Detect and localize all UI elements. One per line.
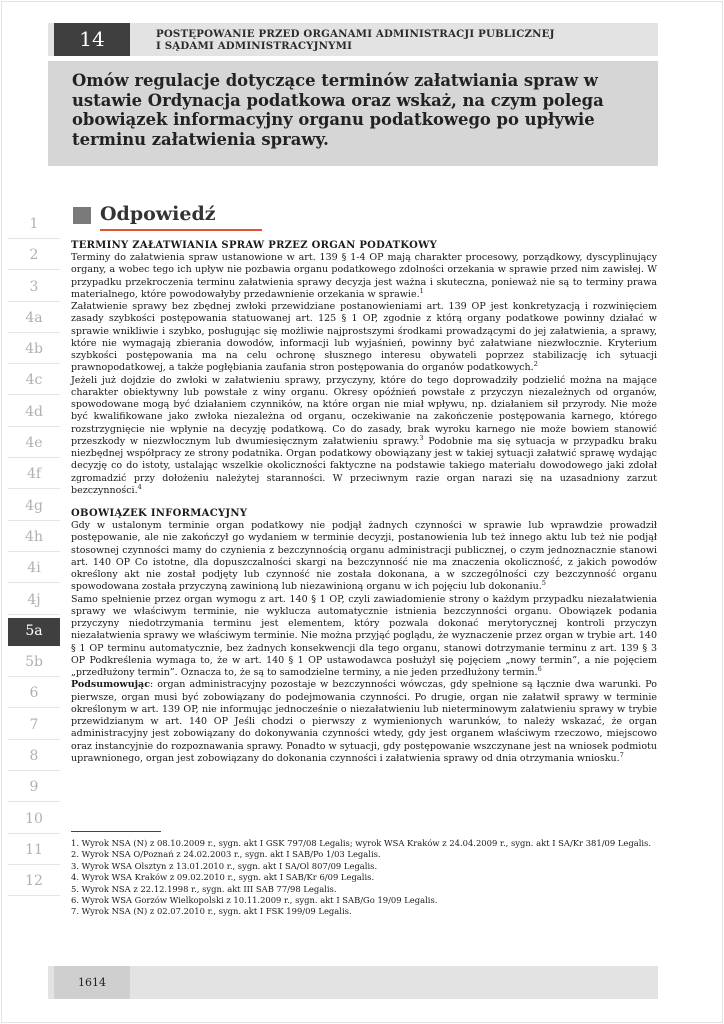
summary-label: Podsumowując — [71, 679, 150, 691]
paragraph — [71, 520, 657, 594]
footnote-ref[interactable]: 2 — [533, 360, 538, 369]
paragraph — [71, 594, 657, 680]
side-tab-11[interactable]: 11 — [8, 837, 60, 865]
footnote-item: 4. Wyrok WSA Kraków z 09.02.2010 r., sygn. akt I SAB/Kr 6/09 Legalis. — [71, 872, 375, 883]
paragraph-text: Podobnie ma się sytuacja w przypadku braku niezbędnej współpracy ze strony podatnika. Organ podatkowy obowiązany jest w takiej sytuacji załatwić sprawę wydając decyzję co do istoty, ustalając wszelkie okoliczności faktyczne na podstawie takiego materiału dowodowego jaki zdołał zgromadzić przy dołożeniu należytej staranności. W przeciwnym razie organ narazi się na uzasadniony zarzut bezczynności. — [71, 435, 657, 496]
side-tab-4b[interactable]: 4b — [8, 336, 60, 364]
footnote-item: 5. Wyrok NSA z 22.12.1998 r., sygn. akt III SAB 77/98 Legalis. — [71, 883, 337, 894]
paragraph-text: Jeżeli już dojdzie do zwłoki w załatwieniu sprawy, przyczyny, które do tego doprowadziły podzielić można na mające charakter obiektywny lub powstałe z winy organu. Okresy opóźnień powstałe z przyczyn niezależnych od organów, spowodowane mogą być działaniem czynników, na które organ nie miał wpływu, np. działaniem sił przyrody. Nie może być kwalifikowane jako zwłoka niezależna od organu, oczekiwanie na zakończenie postępowania karnego, którego rozstrzygnięcie nie wpłynie na decyzję podatkową. Co do zasady, brak wyroku karnego nie może bowiem stanowić przeszkody w niezwłocznym lub dwumiesięcznym załatwieniu sprawy. — [71, 374, 657, 447]
side-tab-4e[interactable]: 4e — [8, 430, 60, 458]
side-tab-4h[interactable]: 4h — [8, 524, 60, 552]
paragraph — [71, 679, 657, 765]
side-tab-7[interactable]: 7 — [8, 712, 60, 740]
chapter-title — [156, 28, 616, 52]
footnote-item: 1. Wyrok NSA (N) z 08.10.2009 r., sygn. akt I GSK 797/08 Legalis; wyrok WSA Kraków z 24.04.2009 r., sygn. akt I SA/Kr 381/09 Legalis. — [71, 838, 652, 848]
footnote-item: 7. Wyrok NSA (N) z 02.07.2010 r., sygn. akt I FSK 199/09 Legalis. — [71, 906, 352, 917]
section-heading: TERMINY ZAŁATWIANIA SPRAW PRZEZ ORGAN PODATKOWY — [71, 240, 438, 251]
section-gap — [71, 497, 657, 507]
paragraph-text: Terminy do załatwienia spraw ustanowione w art. 139 § 1-4 OP mają charakter procesowy, porządkowy, dyscyplinujący organy, a wobec tego ich upływ nie pozbawia organu podatkowego zdolności orzekania w sprawie przed nim zawisłej. W przypadku przekroczenia terminu załatwienia sprawy decyzja jest ważna i skuteczna, ponieważ nie są to terminy prawa materialnego, które powodowałyby przedawnienie orzekania w sprawie. — [71, 252, 657, 300]
side-tab-2[interactable]: 2 — [8, 242, 60, 270]
side-tab-12[interactable]: 12 — [8, 868, 60, 896]
side-tab-8[interactable]: 8 — [8, 743, 60, 771]
side-tab-3[interactable]: 3 — [8, 274, 60, 302]
paragraph — [71, 301, 657, 375]
answer-marker-square — [73, 207, 91, 224]
paragraph-text: Samo spełnienie przez organ wymogu z art. 140 § 1 OP, czyli zawiadomienie strony o każdym przypadku niezałatwienia sprawy we właściwym terminie, nie wyklucza automatycznie istnienia bezczynności organu. Obowiązek podania przyczyny niedotrzymania terminu jest elementem, który pozwala dokonać merytorycznej kontroli przyczyn niezałatwienia sprawy we właściwym terminie. Nie można przyjąć poglądu, że wyznaczenie przez organ w trybie art. 140 § 1 OP terminu automatycznie, bez żadnych konsekwencji dla tego organu, stanowi dotrzymanie terminu z art. 139 § 3 OP Podkreślenia wymaga to, że w art. 140 § 1 OP ustawodawca posłużył się pojęciem „nowy termin”, a nie pojęciem „przedłużony termin”. Oznacza to, że są to samodzielne terminy, a nie jeden przedłużony termin. — [71, 593, 657, 678]
side-tab-5a[interactable]: 5a — [8, 618, 60, 646]
section-heading: OBOWIĄZEK INFORMACYJNY — [71, 508, 248, 519]
footnote-ref[interactable]: 6 — [537, 664, 542, 673]
footnote-divider — [71, 831, 161, 832]
chapter-title-line1: POSTĘPOWANIE PRZED ORGANAMI ADMINISTRACJI PUBLICZNEJ — [156, 28, 555, 40]
question-text: Omów regulacje dotyczące terminów załatwiania spraw w ustawie Ordynacja podatkowa oraz wskaż, na czym polega obowiązek informacyjny organu podatkowego po upływie terminu załatwienia sprawy. — [72, 71, 604, 149]
side-tab-list — [8, 211, 60, 900]
footnote-ref[interactable]: 7 — [619, 750, 624, 759]
side-tab-4g[interactable]: 4g — [8, 493, 60, 521]
side-tab-4a[interactable]: 4a — [8, 305, 60, 333]
footnote-ref[interactable]: 5 — [541, 579, 546, 588]
side-tab-4i[interactable]: 4i — [8, 555, 60, 583]
page-number: 1614 — [54, 966, 130, 999]
answer-heading: Odpowiedź — [100, 203, 216, 225]
footnote-ref[interactable]: 3 — [419, 433, 424, 442]
side-tab-9[interactable]: 9 — [8, 774, 60, 802]
footnote-ref[interactable]: 1 — [419, 286, 424, 295]
answer-heading-underline — [100, 229, 262, 231]
side-tab-4f[interactable]: 4f — [8, 461, 60, 489]
paragraph-text: : organ administracyjny pozostaje w bezczynności wówczas, gdy spełnione są łącznie dwa warunki. Po pierwsze, organ musi być zobowiązany do podejmowania czynności. Po drugie, organ nie załatwił sprawy w terminie określonym w art. 139 OP, nie informując jednocześnie o niezałatwieniu lub nieterminowym załatwieniu sprawy w trybie przewidzianym w art. 140 OP Jeśli chodzi o pierwszy z wymienionych warunków, to należy wskazać, że organ administracyjny jest zobowiązany do dokonywania czynności wtedy, gdy jest organem właściwym rzeczowo, miejscowo oraz instancyjnie do rozpoznawania sprawy. Ponadto w sytuacji, gdy postępowanie wszczynane jest na wniosek podmiotu uprawnionego, organ jest zobowiązany do dokonania czynności i załatwienia sprawy od dnia otrzymania wniosku. — [71, 679, 657, 764]
side-tab-1[interactable]: 1 — [8, 211, 60, 239]
side-tab-4d[interactable]: 4d — [8, 399, 60, 427]
side-tab-4j[interactable]: 4j — [8, 587, 60, 615]
footnote-list — [71, 838, 657, 918]
footnote-ref[interactable]: 4 — [137, 482, 142, 491]
chapter-title-line2: I SĄDAMI ADMINISTRACYJNYMI — [156, 40, 353, 52]
footer-bar — [48, 966, 658, 999]
chapter-number: 14 — [54, 23, 130, 56]
side-tab-10[interactable]: 10 — [8, 806, 60, 834]
paragraph — [71, 375, 657, 498]
footnote-item: 3. Wyrok WSA Olsztyn z 13.01.2010 r., sygn. akt I SA/Ol 807/09 Legalis. — [71, 860, 378, 871]
paragraph — [71, 252, 657, 301]
paragraph-text: Załatwienie sprawy bez zbędnej zwłoki przewidziane postanowieniami art. 139 OP jest konkretyzacją i rozwinięciem zasady szybkości postępowania statuowanej art. 125 § 1 OP, zgodnie z którą organy podatkowe powinny działać w sprawie wnikliwie i szybko, posługując się możliwie najprostszymi środkami prowadzącymi do jej załatwienia, a sprawy, które nie wymagają zbierania dowodów, informacji lub wyjaśnień, powinny być załatwiane niezwłocznie. Kryterium szybkości postępowania ma na celu ochronę słusznego interesu obywateli poprzez stabilizację ich sytuacji prawnopodatkowej, a także pogłębiania zaufania stron postępowania do organów podatkowych. — [71, 301, 657, 374]
side-tab-4c[interactable]: 4c — [8, 367, 60, 395]
footnote-item: 2. Wyrok NSA O/Poznań z 24.02.2003 r., sygn. akt I SAB/Po 1/03 Legalis. — [71, 849, 381, 860]
footnote-item: 6. Wyrok WSA Gorzów Wielkopolski z 10.11.2009 r., sygn. akt I SAB/Go 19/09 Legalis. — [71, 895, 438, 906]
side-tab-6[interactable]: 6 — [8, 680, 60, 708]
answer-body — [71, 239, 657, 765]
paragraph-text: Gdy w ustalonym terminie organ podatkowy nie podjął żadnych czynności w sprawie lub wprawdzie prowadził postępowanie, ale nie zakończył go wydaniem w terminie decyzji, postanowienia lub też innego aktu lub też nie podjął stosownej czynności mamy do czynienia z bezczynnością organu administracji publicznej, o czym jednoznacznie stanowi art. 140 OP Co istotne, dla dopuszczalności skargi na bezczynność nie ma znaczenia okoliczność, z jakich powodów określony akt nie został podjęty lub czynność nie została dokonana, a w szczególności czy bezczynność organu spowodowana została przyczyną zawinioną lub niezawinioną organu w ich pojęciu lub dokonaniu. — [71, 520, 657, 593]
side-tab-5b[interactable]: 5b — [8, 649, 60, 677]
